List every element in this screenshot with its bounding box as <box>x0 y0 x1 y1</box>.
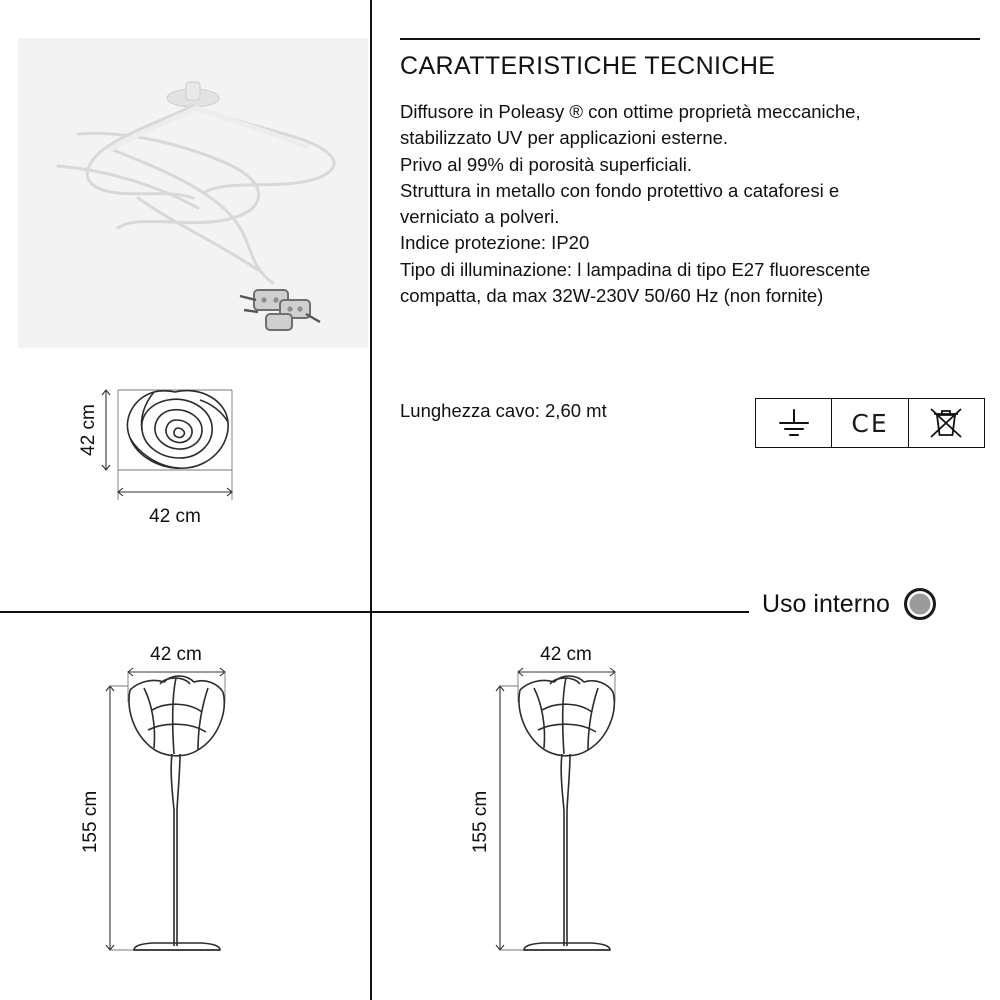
front-view-left-drawing <box>60 630 360 990</box>
top-view-height-label: 42 cm <box>78 404 99 456</box>
divider-vertical-top <box>370 0 372 612</box>
tech-specs-block <box>400 38 980 309</box>
tech-specs-body <box>400 99 980 309</box>
divider-horizontal-right <box>371 611 749 613</box>
tech-spec-line: stabilizzato UV per applicazioni esterne. <box>400 127 729 149</box>
tech-specs-title: CARATTERISTICHE TECNICHE <box>400 52 776 80</box>
top-view-width-label: 42 cm <box>149 506 201 527</box>
usage-label: Uso interno <box>762 589 890 618</box>
weee-bin-icon <box>908 399 984 447</box>
tech-spec-line: Privo al 99% di porosità superficiali. <box>400 153 693 175</box>
divider-vertical-bottom <box>370 612 372 1000</box>
product-photo-illustration <box>18 38 368 348</box>
certification-marks <box>755 398 985 448</box>
ce-mark <box>831 399 907 447</box>
earth-ground-icon <box>756 399 831 447</box>
product-photo <box>18 38 368 348</box>
cable-length-label: Lunghezza cavo: 2,60 mt <box>400 400 607 421</box>
front-view-right-width-label: 42 cm <box>540 644 592 665</box>
tech-spec-line: Tipo di illuminazione: l lampadina di tipo E27 fluorescente <box>400 258 871 280</box>
divider-horizontal-left <box>0 611 370 613</box>
front-view-left-width-label: 42 cm <box>150 644 202 665</box>
tech-specs-top-rule <box>400 38 980 40</box>
top-view-drawing <box>60 370 350 550</box>
tech-spec-line: Indice protezione: IP20 <box>400 232 590 254</box>
front-view-right-height-label: 155 cm <box>470 790 491 854</box>
front-view-right-drawing <box>450 630 750 990</box>
tech-spec-line: verniciato a polveri. <box>400 206 560 228</box>
tech-spec-line: Diffusore in Poleasy ® con ottime proprietà meccaniche, <box>400 101 861 122</box>
usage-indicator-icon <box>904 588 936 620</box>
tech-spec-line: Struttura in metallo con fondo protettivo a cataforesi e <box>400 179 840 201</box>
usage-indicator-group <box>762 588 936 620</box>
front-view-left-height-label: 155 cm <box>80 790 101 854</box>
ce-mark-label: CE <box>851 408 889 438</box>
tech-spec-line: compatta, da max 32W-230V 50/60 Hz (non fornite) <box>400 284 824 306</box>
